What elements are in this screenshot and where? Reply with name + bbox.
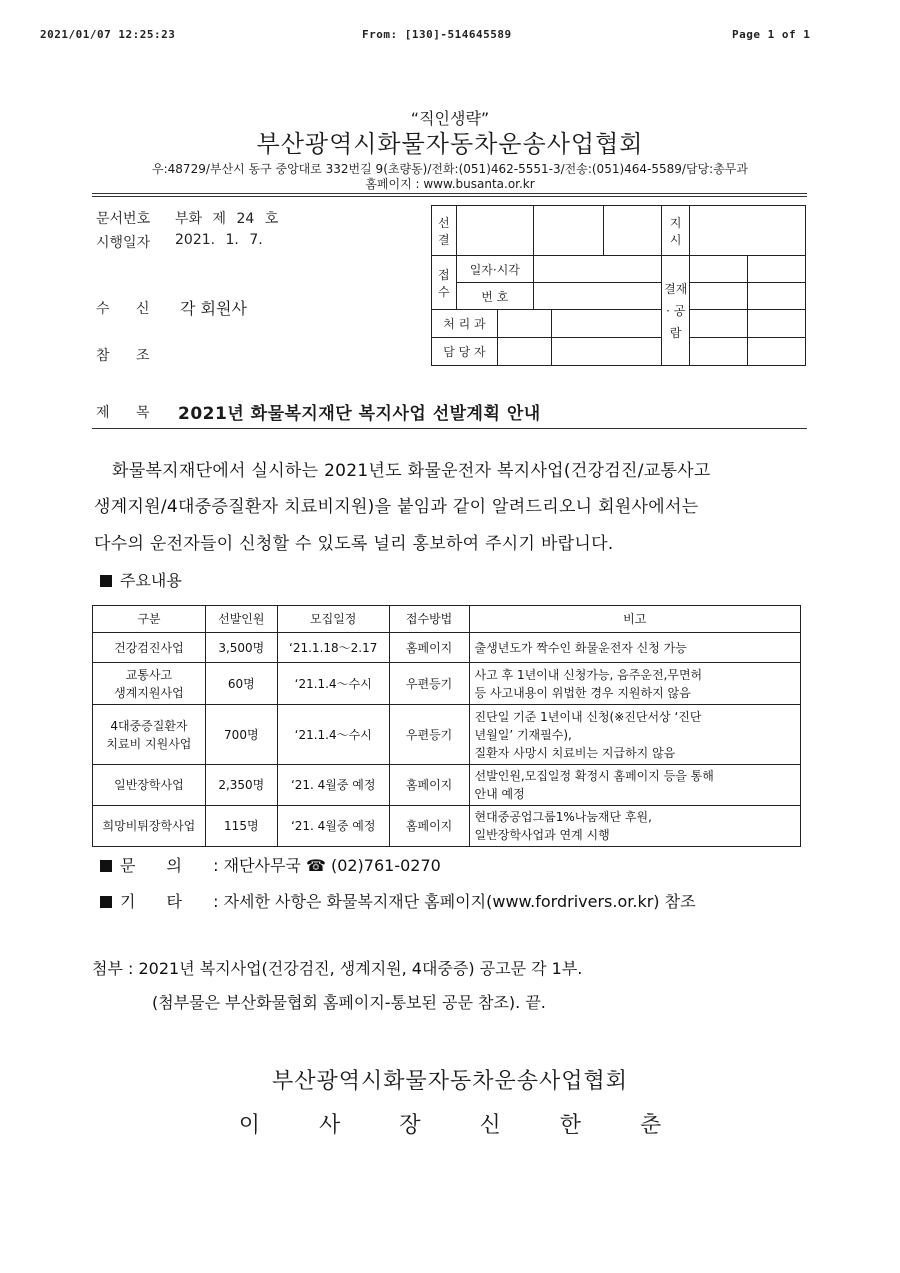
main-table bbox=[92, 605, 801, 847]
table-row bbox=[93, 663, 801, 705]
approve-col-label: 결재 · 공람 bbox=[662, 256, 690, 366]
body-line-1: 화물복지재단에서 실시하는 2021년도 화물운전자 복지사업(건강검진/교통사고 bbox=[112, 461, 711, 481]
row-name: 건강검진사업 bbox=[93, 633, 206, 663]
row-period: ‘21. 4월중 예정 bbox=[277, 806, 389, 847]
approval-cell bbox=[603, 206, 662, 256]
square-bullet-icon bbox=[100, 896, 112, 908]
row-count: 115명 bbox=[205, 806, 277, 847]
table-row bbox=[93, 806, 801, 847]
row-count: 60명 bbox=[205, 663, 277, 705]
approval-cell bbox=[690, 256, 748, 283]
datetime-value bbox=[533, 256, 661, 283]
datetime-label: 일자·시각 bbox=[456, 256, 533, 283]
row-count: 700명 bbox=[205, 705, 277, 765]
approval-cell bbox=[748, 283, 806, 310]
approval-cell bbox=[497, 310, 552, 338]
fax-timestamp: 2021/01/07 12:25:23 bbox=[40, 28, 176, 41]
approval-cell bbox=[456, 206, 533, 256]
jeop-su-cell: 접 수 bbox=[432, 256, 457, 310]
row-note: 현대중공업그룹1%나눔재단 후원, 일반장학사업과 연계 시행 bbox=[469, 806, 800, 847]
approval-box bbox=[431, 205, 806, 366]
org-address: 우:48729/부산시 동구 중앙대로 332번길 9(초량동)/전화:(051)462-5551-3/전송:(051)464-5589/담당:총무과 bbox=[152, 162, 748, 176]
footer-chair: 이 사 장 신 한 춘 bbox=[238, 1113, 662, 1138]
approval-cell bbox=[497, 338, 552, 366]
doc-no-value: 부화 제 24 호 bbox=[175, 211, 279, 227]
row-note: 진단일 기준 1년이내 신청(※진단서상 ‘진단 년월일’ 기재필수), 질환자 사망시 치료비는 지급하지 않음 bbox=[469, 705, 800, 765]
approval-cell bbox=[690, 338, 748, 366]
subject-divider bbox=[92, 428, 807, 429]
inquiry-line: 문 의 : 재단사무국 ☎ (02)761-0270 bbox=[100, 853, 441, 876]
date-label: 시행일자 bbox=[96, 235, 151, 251]
approval-cell bbox=[748, 338, 806, 366]
attachment-line-2: (첨부물은 부산화물협회 홈페이지-통보된 공문 참조). 끝. bbox=[152, 993, 546, 1012]
approval-cell bbox=[748, 310, 806, 338]
fax-page: Page 1 of 1 bbox=[732, 28, 811, 41]
table-row bbox=[93, 765, 801, 806]
number-value bbox=[533, 283, 661, 310]
row-method: 우편등기 bbox=[389, 663, 469, 705]
table-header: 모집일정 bbox=[277, 606, 389, 633]
doc-no-label: 문서번호 bbox=[96, 211, 151, 227]
row-count: 2,350명 bbox=[205, 765, 277, 806]
approval-cell bbox=[690, 283, 748, 310]
seon-gyeol-cell: 선 결 bbox=[432, 206, 457, 256]
row-note: 선발인원,모집일정 확정시 홈페이지 등을 통해 안내 예정 bbox=[469, 765, 800, 806]
main-section-title: 주요내용 bbox=[100, 568, 182, 591]
square-bullet-icon bbox=[100, 860, 112, 872]
body-line-2: 생계지원/4대중증질환자 치료비지원)을 붙임과 같이 알려드리오니 회원사에서는 bbox=[94, 497, 699, 517]
row-period: ‘21. 4월중 예정 bbox=[277, 765, 389, 806]
org-title: 부산광역시화물자동차운송사업협회 bbox=[256, 130, 644, 158]
table-header: 구분 bbox=[93, 606, 206, 633]
recipient-label: 수 신 bbox=[96, 301, 150, 317]
reference-label: 참 조 bbox=[96, 348, 150, 364]
approval-cell bbox=[690, 206, 806, 256]
row-method: 홈페이지 bbox=[389, 633, 469, 663]
org-homepage: 홈페이지 : www.busanta.or.kr bbox=[365, 177, 535, 191]
approval-cell bbox=[552, 310, 662, 338]
fax-from: From: [130]-514645589 bbox=[362, 28, 512, 41]
row-note: 사고 후 1년이내 신청가능, 음주운전,무면허 등 사고내용이 위법한 경우 지원하지 않음 bbox=[469, 663, 800, 705]
recipient-value: 각 회원사 bbox=[180, 299, 247, 318]
ji-si-cell: 지 시 bbox=[662, 206, 690, 256]
row-name: 교통사고 생계지원사업 bbox=[93, 663, 206, 705]
processing-label: 처 리 과 bbox=[432, 310, 498, 338]
row-method: 홈페이지 bbox=[389, 806, 469, 847]
row-method: 홈페이지 bbox=[389, 765, 469, 806]
number-label: 번 호 bbox=[456, 283, 533, 310]
row-period: ‘21.1.4～수시 bbox=[277, 663, 389, 705]
approval-cell bbox=[748, 256, 806, 283]
subject-title: 2021년 화물복지재단 복지사업 선발계획 안내 bbox=[178, 404, 541, 424]
table-row bbox=[93, 705, 801, 765]
divider bbox=[92, 196, 807, 197]
table-row bbox=[93, 633, 801, 663]
motto: “직인생략” bbox=[410, 109, 490, 128]
approval-cell bbox=[690, 310, 748, 338]
table-header-row bbox=[93, 606, 801, 633]
body-line-3: 다수의 운전자들이 신청할 수 있도록 널리 홍보하여 주시기 바랍니다. bbox=[94, 534, 614, 554]
row-method: 우편등기 bbox=[389, 705, 469, 765]
other-line: 기 타 : 자세한 사항은 화물복지재단 홈페이지(www.fordrivers.or.kr) 참조 bbox=[100, 889, 696, 912]
attachment-line-1: 첨부 : 2021년 복지사업(건강검진, 생계지원, 4대중증) 공고문 각 1부. bbox=[92, 959, 583, 978]
row-name: 희망비튀장학사업 bbox=[93, 806, 206, 847]
date-value: 2021. 1. 7. bbox=[175, 232, 263, 248]
subject-label: 제 목 bbox=[96, 405, 150, 421]
table-header: 접수방법 bbox=[389, 606, 469, 633]
row-name: 4대중증질환자 치료비 지원사업 bbox=[93, 705, 206, 765]
table-header: 선발인원 bbox=[205, 606, 277, 633]
row-name: 일반장학사업 bbox=[93, 765, 206, 806]
square-bullet-icon bbox=[100, 575, 112, 587]
row-period: ‘21.1.18～2.17 bbox=[277, 633, 389, 663]
row-note: 출생년도가 짝수인 화물운전자 신청 가능 bbox=[469, 633, 800, 663]
row-period: ‘21.1.4～수시 bbox=[277, 705, 389, 765]
divider bbox=[92, 193, 807, 194]
row-count: 3,500명 bbox=[205, 633, 277, 663]
approval-cell bbox=[552, 338, 662, 366]
table-header: 비고 bbox=[469, 606, 800, 633]
approval-cell bbox=[533, 206, 603, 256]
handler-label: 담 당 자 bbox=[432, 338, 498, 366]
footer-org: 부산광역시화물자동차운송사업협회 bbox=[271, 1069, 629, 1094]
